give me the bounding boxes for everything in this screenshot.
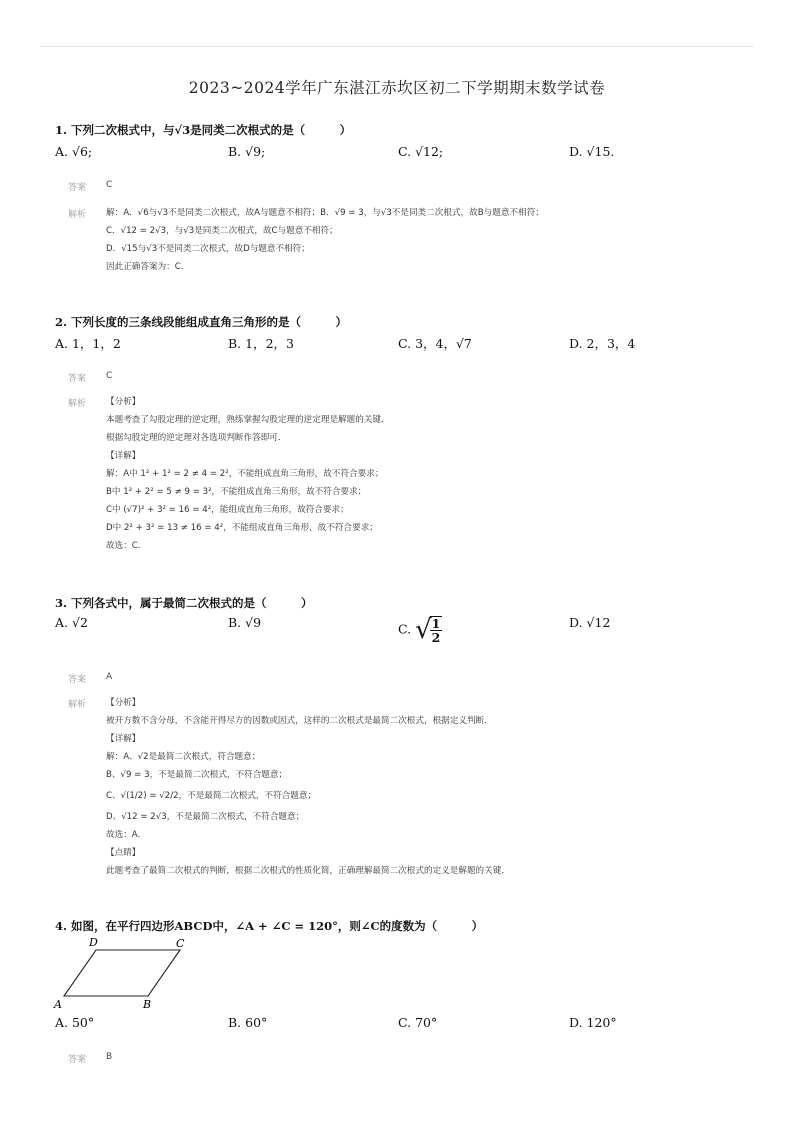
q1-analysis-label: 解析 <box>68 210 87 220</box>
q1-analysis-line: 解：A．√6与√3不是同类二次根式，故A与题意不相符；B．√9 = 3，与√3不是同类二次根式，故B与题意不相符； <box>106 208 544 218</box>
q2-option-d[interactable]: D. 2，3，4 <box>569 336 636 351</box>
q3-analysis-line: 被开方数不含分母，不含能开得尽方的因数或因式，这样的二次根式是最简二次根式，根据定义判断． <box>106 716 493 726</box>
fraction <box>430 616 443 644</box>
q3-analysis-line: C、√(1/2) = √2/2，不是最简二次根式，不符合题意； <box>106 791 317 801</box>
q1-option-a[interactable]: A. √6; <box>55 144 93 159</box>
fraction-numerator: 1 <box>431 616 441 631</box>
q1-option-b[interactable]: B. √9; <box>228 144 266 159</box>
q3-analysis-line: B、√9 = 3，不是最简二次根式，不符合题意； <box>106 770 288 780</box>
q4-answer-label: 答案 <box>68 1055 87 1065</box>
q4-option-c[interactable]: C. 70° <box>398 1015 438 1030</box>
q1-option-c[interactable]: C. √12; <box>398 144 444 159</box>
vertex-label-a: A <box>54 998 62 1010</box>
q3-analysis-line: 此题考查了最简二次根式的判断，根据二次根式的性质化简，正确理解最简二次根式的定义是解题的关键． <box>106 866 510 876</box>
q1-answer-value: C <box>106 180 113 190</box>
vertex-label-c: C <box>176 937 185 950</box>
q3-option-c[interactable] <box>398 615 442 645</box>
q3-option-b[interactable]: B. √9 <box>228 615 262 630</box>
q1-analysis-line: 因此正确答案为：C. <box>106 262 184 272</box>
q2-analysis-line: 根据勾股定理的逆定理对各选项判断作答即可． <box>106 433 287 443</box>
q4-answer-value: B <box>106 1052 113 1062</box>
question-3-stem: 3. 下列各式中，属于最简二次根式的是（ ） <box>55 596 313 610</box>
q4-option-d[interactable]: D. 120° <box>569 1015 617 1030</box>
q1-answer-label: 答案 <box>68 183 87 193</box>
q1-analysis-line: D．√15与√3不是同类二次根式，故D与题意不相符； <box>106 244 310 254</box>
q2-analysis-line: 【详解】 <box>106 451 141 461</box>
q3-answer-value: A <box>106 672 113 682</box>
q4-option-a[interactable]: A. 50° <box>55 1015 95 1030</box>
q2-option-c[interactable]: C. 3，4，√7 <box>398 336 472 351</box>
radical-icon: √ <box>415 615 432 645</box>
q3-analysis-line: 【详解】 <box>106 734 141 744</box>
q2-answer-label: 答案 <box>68 374 87 384</box>
q2-analysis-line: 解：A中 1² + 1² = 2 ≠ 4 = 2²，不能组成直角三角形，故不符合要求； <box>106 469 384 479</box>
q2-option-a[interactable]: A. 1，1，2 <box>55 336 121 351</box>
q3-analysis-line: 【分析】 <box>106 698 141 708</box>
q2-answer-value: C <box>106 371 113 381</box>
q2-option-b[interactable]: B. 1，2，3 <box>228 336 294 351</box>
fraction-denominator: 2 <box>431 630 441 645</box>
page-title: 2023~2024学年广东湛江赤坎区初二下学期期末数学试卷 <box>188 79 606 97</box>
q3-analysis-label: 解析 <box>68 700 87 710</box>
q2-analysis-line: D中 2² + 3² = 13 ≠ 16 = 4²，不能组成直角三角形，故不符合要求； <box>106 523 378 533</box>
question-4-stem: 4. 如图，在平行四边形ABCD中，∠A + ∠C = 120°，则∠C的度数为（ ） <box>55 919 484 933</box>
top-divider <box>40 46 754 47</box>
q3-option-d[interactable]: D. √12 <box>569 615 611 630</box>
vertex-label-b: B <box>143 998 152 1010</box>
q4-option-b[interactable]: B. 60° <box>228 1015 268 1030</box>
q2-analysis-line: C中 (√7)² + 3² = 16 = 4²，能组成直角三角形，故符合要求； <box>106 505 349 515</box>
q2-analysis-line: 【分析】 <box>106 397 141 407</box>
question-1-stem: 1. 下列二次根式中，与√3是同类二次根式的是（ ） <box>55 123 352 137</box>
q2-analysis-line: B中 1² + 2² = 5 ≠ 9 = 3²，不能组成直角三角形，故不符合要求； <box>106 487 367 497</box>
q3-option-a[interactable]: A. √2 <box>55 615 88 630</box>
parallelogram-figure <box>52 934 192 1010</box>
q3-analysis-line: 解：A、√2是最简二次根式，符合题意； <box>106 752 261 762</box>
q1-analysis-line: C．√12 = 2√3，与√3是同类二次根式，故C与题意不相符； <box>106 226 338 236</box>
q2-analysis-line: 本题考查了勾股定理的逆定理，熟练掌握勾股定理的逆定理是解题的关键． <box>106 415 390 425</box>
question-2-stem: 2. 下列长度的三条线段能组成直角三角形的是（ ） <box>55 315 348 329</box>
q3-analysis-line: 【点睛】 <box>106 848 141 858</box>
q1-option-d[interactable]: D. √15. <box>569 144 615 159</box>
q2-analysis-line: 故选：C. <box>106 541 141 551</box>
q3-analysis-line: D、√12 = 2√3，不是最简二次根式，不符合题意； <box>106 812 305 822</box>
q3-option-c-letter: C. <box>398 621 412 637</box>
q2-analysis-label: 解析 <box>68 399 87 409</box>
q3-answer-label: 答案 <box>68 675 87 685</box>
vertex-label-d: D <box>89 936 98 949</box>
q3-analysis-line: 故选：A. <box>106 830 141 840</box>
